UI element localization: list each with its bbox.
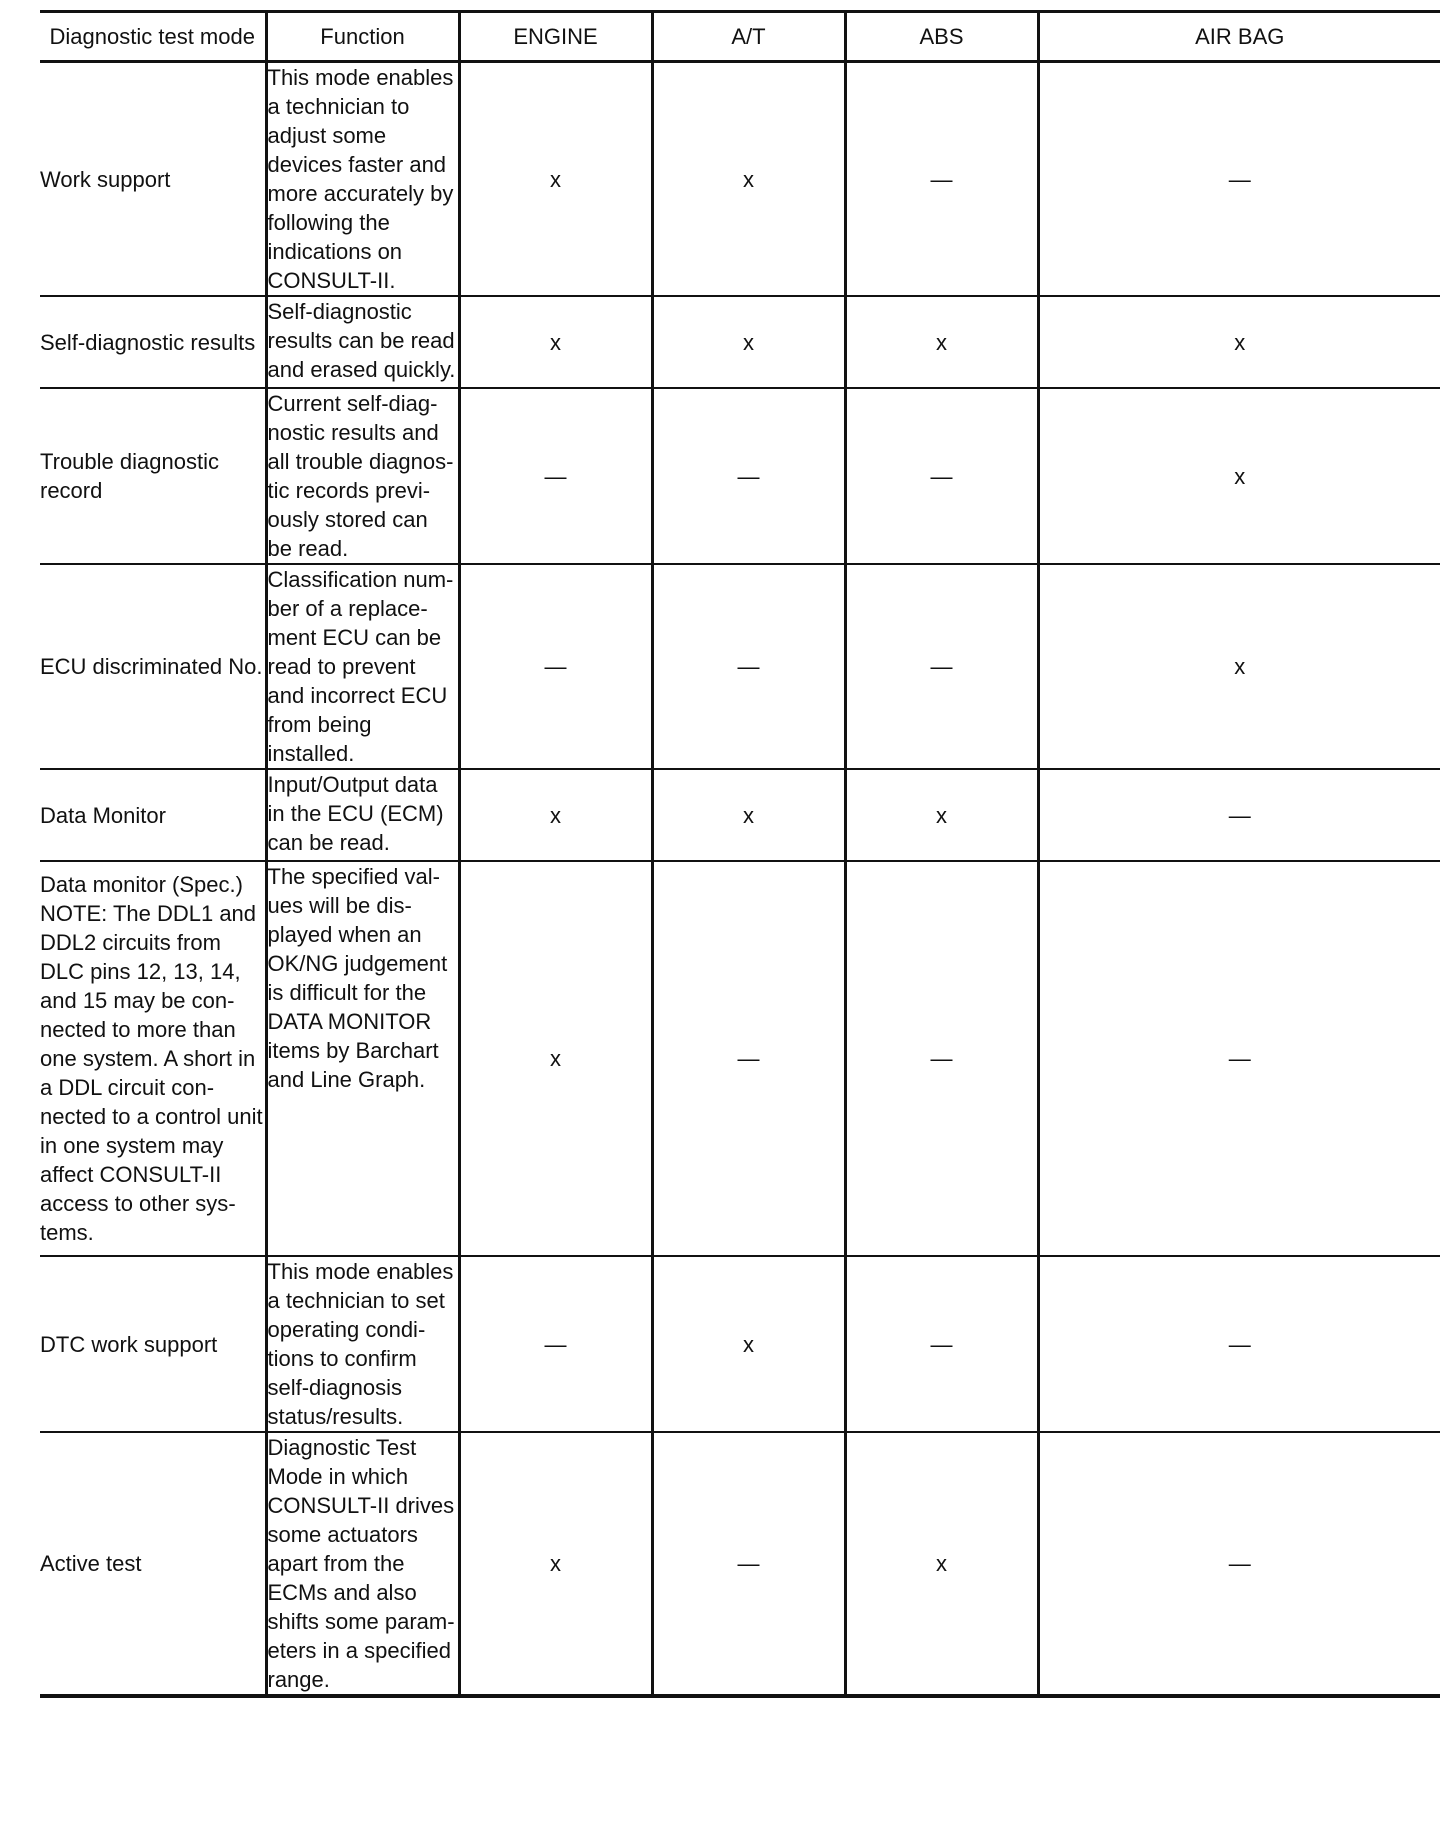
- airbag-cell: —: [1038, 62, 1440, 297]
- table-row: [40, 62, 1440, 297]
- header-at: A/T: [652, 12, 845, 62]
- table-row: [40, 1432, 1440, 1696]
- airbag-cell: —: [1038, 1432, 1440, 1696]
- engine-cell: —: [459, 564, 652, 769]
- mode-cell: Data Monitor: [40, 769, 266, 861]
- function-cell: Classification number of a replacement ECU can be read to prevent and incorrect ECU from being installed.: [266, 564, 459, 769]
- header-diagnostic-test-mode: Diagnostic test mode: [40, 12, 266, 62]
- abs-cell: —: [845, 62, 1038, 297]
- abs-cell: —: [845, 1256, 1038, 1432]
- engine-cell: x: [459, 62, 652, 297]
- header-abs: ABS: [845, 12, 1038, 62]
- at-cell: x: [652, 1256, 845, 1432]
- table-row: [40, 1256, 1440, 1432]
- table-row: [40, 769, 1440, 861]
- header-row: [40, 12, 1440, 62]
- mode-cell: Trouble diagnostic record: [40, 388, 266, 564]
- at-cell: x: [652, 62, 845, 297]
- engine-cell: x: [459, 296, 652, 388]
- mode-cell: Data monitor (Spec.) NOTE: The DDL1 and DDL2 circuits from DLC pins 12, 13, 14, and 15 may be connected to more than one system. A short in a DDL circuit connected to a control unit in one system may affect CONSULT-II access to other systems.: [40, 861, 266, 1256]
- mode-cell: Active test: [40, 1432, 266, 1696]
- at-cell: —: [652, 1432, 845, 1696]
- at-cell: —: [652, 388, 845, 564]
- function-cell: This mode enables a technician to adjust some devices faster and more accurately by following the indications on CONSULT-II.: [266, 62, 459, 297]
- abs-cell: x: [845, 296, 1038, 388]
- at-cell: x: [652, 769, 845, 861]
- airbag-cell: x: [1038, 296, 1440, 388]
- engine-cell: —: [459, 388, 652, 564]
- diagnostic-test-mode-table: [40, 10, 1440, 1698]
- function-cell: Diagnostic Test Mode in which CONSULT-II drives some actuators apart from the ECMs and also shifts some parameters in a specified range.: [266, 1432, 459, 1696]
- airbag-cell: x: [1038, 564, 1440, 769]
- abs-cell: —: [845, 861, 1038, 1256]
- table-row: [40, 564, 1440, 769]
- table-row: [40, 861, 1440, 1256]
- function-cell: Input/Output data in the ECU (ECM) can be read.: [266, 769, 459, 861]
- at-cell: —: [652, 861, 845, 1256]
- airbag-cell: —: [1038, 1256, 1440, 1432]
- header-airbag: AIR BAG: [1038, 12, 1440, 62]
- at-cell: x: [652, 296, 845, 388]
- airbag-cell: —: [1038, 861, 1440, 1256]
- function-cell: The specified values will be displayed when an OK/NG judgement is difficult for the DATA MONITOR items by Barchart and Line Graph.: [266, 861, 459, 1256]
- engine-cell: x: [459, 1432, 652, 1696]
- function-cell: Self-diagnostic results can be read and erased quickly.: [266, 296, 459, 388]
- abs-cell: x: [845, 1432, 1038, 1696]
- at-cell: —: [652, 564, 845, 769]
- engine-cell: x: [459, 769, 652, 861]
- function-cell: This mode enables a technician to set operating conditions to confirm self-diagnosis status/results.: [266, 1256, 459, 1432]
- function-cell: Current self-diagnostic results and all trouble diagnostic records previously stored can be read.: [266, 388, 459, 564]
- table-row: [40, 388, 1440, 564]
- engine-cell: x: [459, 861, 652, 1256]
- abs-cell: x: [845, 769, 1038, 861]
- mode-cell: ECU discriminated No.: [40, 564, 266, 769]
- airbag-cell: —: [1038, 769, 1440, 861]
- mode-cell: Work support: [40, 62, 266, 297]
- header-engine: ENGINE: [459, 12, 652, 62]
- mode-cell: Self-diagnostic results: [40, 296, 266, 388]
- mode-cell: DTC work support: [40, 1256, 266, 1432]
- table-row: [40, 296, 1440, 388]
- header-function: Function: [266, 12, 459, 62]
- engine-cell: —: [459, 1256, 652, 1432]
- abs-cell: —: [845, 388, 1038, 564]
- airbag-cell: x: [1038, 388, 1440, 564]
- abs-cell: —: [845, 564, 1038, 769]
